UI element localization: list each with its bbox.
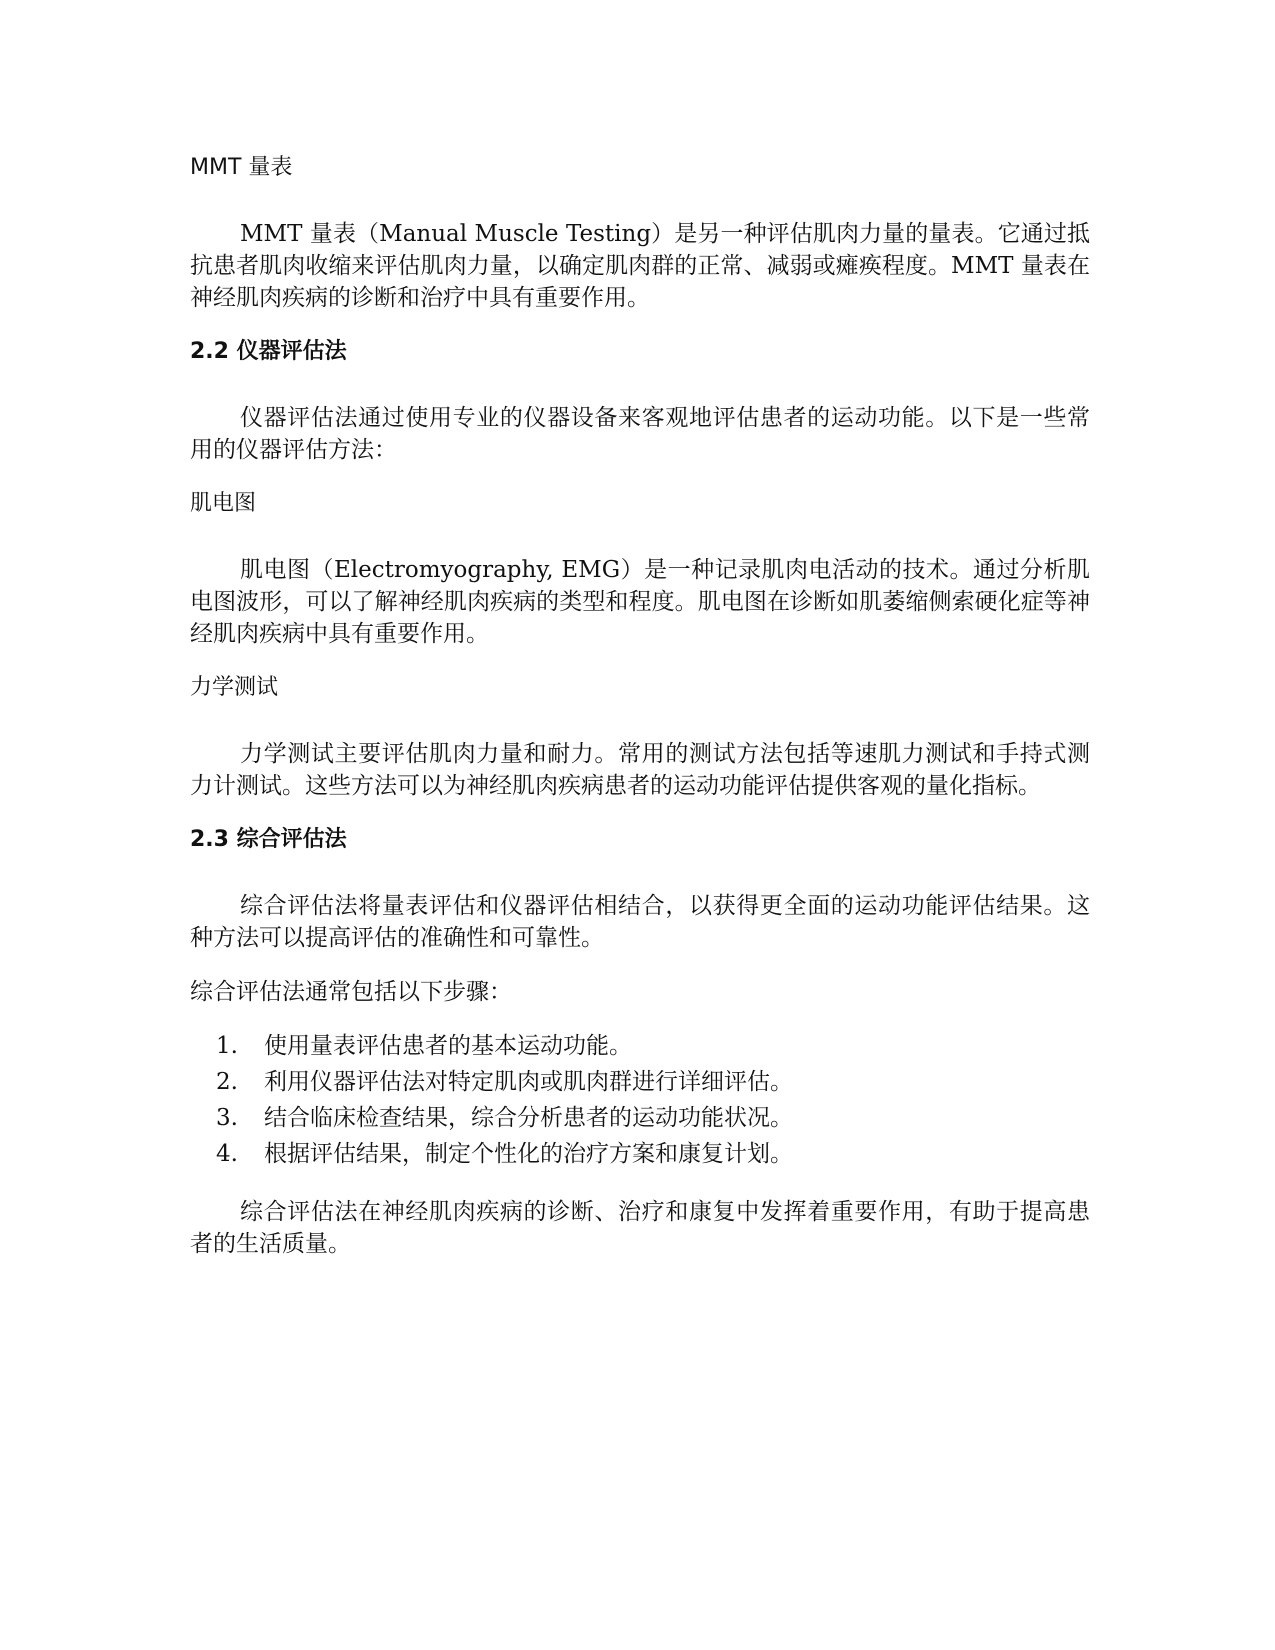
- mechanical-test-heading: 力学测试: [190, 675, 279, 700]
- list-item-number: 3.: [216, 1105, 238, 1131]
- list-item: [190, 1138, 1090, 1174]
- emg-heading: 肌电图: [190, 491, 257, 516]
- list-item-text: 利用仪器评估法对特定肌肉或肌肉群进行详细评估。: [264, 1069, 793, 1095]
- list-item: [190, 1102, 1090, 1138]
- mmt-paragraph: MMT 量表（Manual Muscle Testing）是另一种评估肌肉力量的量表。它通过抵抗患者肌肉收缩来评估肌肉力量，以确定肌肉群的正常、减弱或瘫痪程度。MMT 量表在神经肌肉疾病的诊断和治疗中具有重要作用。: [190, 221, 1090, 311]
- closing-paragraph: 综合评估法在神经肌肉疾病的诊断、治疗和康复中发挥着重要作用，有助于提高患者的生活质量。: [190, 1199, 1090, 1257]
- list-item-text: 结合临床检查结果，综合分析患者的运动功能状况。: [264, 1105, 793, 1131]
- list-item-text: 使用量表评估患者的基本运动功能。: [264, 1033, 632, 1059]
- document-body: [190, 152, 1090, 1260]
- steps-list: [190, 1030, 1090, 1174]
- mechanical-test-paragraph: 力学测试主要评估肌肉力量和耐力。常用的测试方法包括等速肌力测试和手持式测力计测试。这些方法可以为神经肌肉疾病患者的运动功能评估提供客观的量化指标。: [190, 741, 1090, 799]
- section-2-3-heading: 2.3 综合评估法: [190, 827, 347, 852]
- section-2-2-heading: 2.2 仪器评估法: [190, 339, 347, 364]
- section-2-2-paragraph: 仪器评估法通过使用专业的仪器设备来客观地评估患者的运动功能。以下是一些常用的仪器评估方法：: [190, 405, 1090, 463]
- list-item-text: 根据评估结果，制定个性化的治疗方案和康复计划。: [264, 1141, 793, 1167]
- list-item-number: 2.: [216, 1069, 238, 1095]
- steps-intro: 综合评估法通常包括以下步骤：: [190, 979, 512, 1005]
- emg-paragraph: 肌电图（Electromyography, EMG）是一种记录肌肉电活动的技术。通过分析肌电图波形，可以了解神经肌肉疾病的类型和程度。肌电图在诊断如肌萎缩侧索硬化症等神经肌肉疾病中具有重要作用。: [190, 557, 1090, 647]
- list-item-number: 1.: [216, 1033, 238, 1059]
- list-item: [190, 1066, 1090, 1102]
- mmt-heading: MMT 量表: [190, 155, 293, 180]
- section-2-3-paragraph: 综合评估法将量表评估和仪器评估相结合，以获得更全面的运动功能评估结果。这种方法可以提高评估的准确性和可靠性。: [190, 893, 1090, 951]
- list-item: [190, 1030, 1090, 1066]
- list-item-number: 4.: [216, 1141, 238, 1167]
